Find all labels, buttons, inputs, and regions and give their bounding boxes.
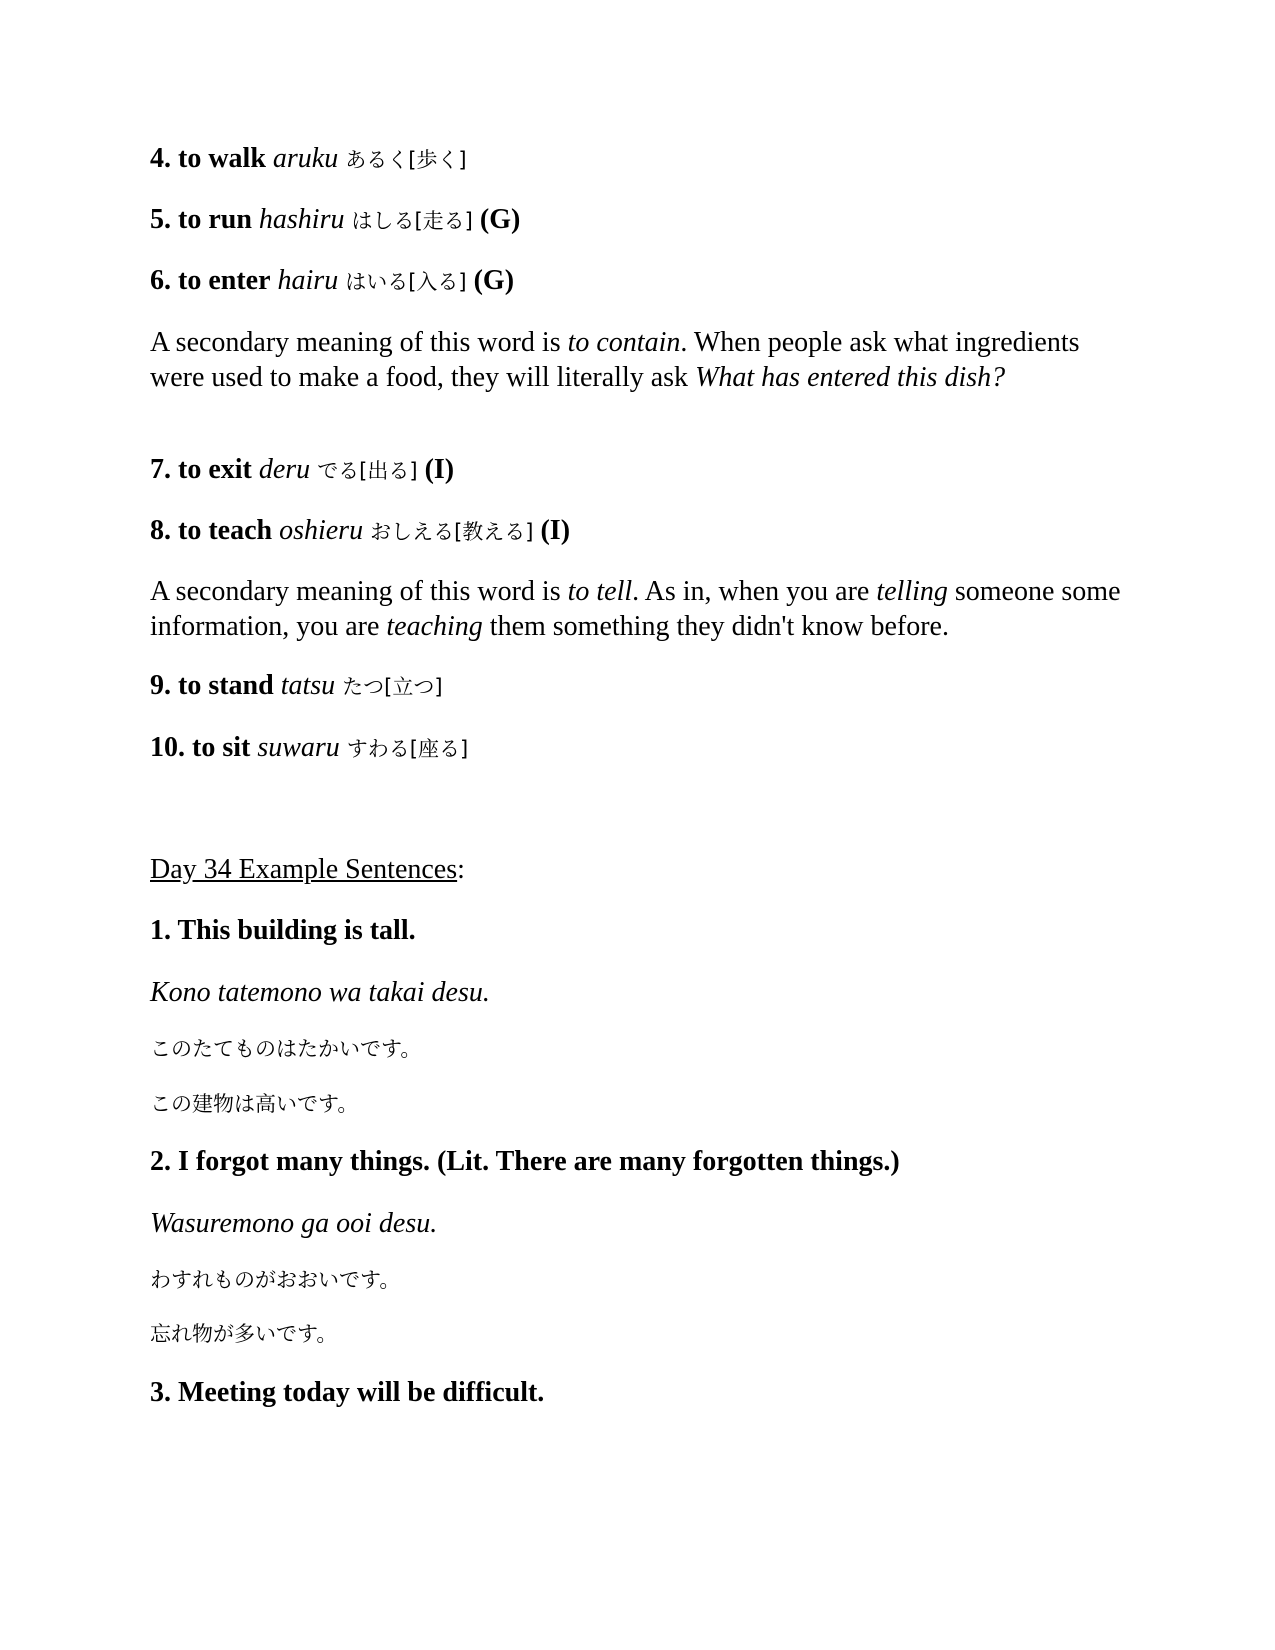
note-italic: to tell [567, 576, 633, 607]
example-romaji-text: Kono tatemono wa takai desu. [150, 977, 490, 1008]
section-heading [150, 853, 465, 887]
example-kanji: この建物は高いです。 [150, 1092, 359, 1116]
vocab-english: to run [178, 204, 252, 235]
vocab-number: 4. [150, 143, 171, 174]
vocab-item [150, 669, 443, 704]
section-heading-colon: : [457, 854, 465, 885]
vocab-number: 9. [150, 670, 171, 701]
vocab-romaji: suwaru [257, 732, 340, 763]
vocab-romaji: tatsu [280, 670, 336, 701]
vocab-kana: たつ[立つ] [342, 675, 443, 699]
vocab-english: to stand [178, 670, 274, 701]
example-english [150, 1145, 900, 1179]
vocab-item [150, 731, 468, 766]
section-heading-text: Day 34 Example Sentences [150, 854, 458, 885]
example-english-text: 2. I forgot many things. (Lit. There are many forgotten things.) [150, 1146, 900, 1177]
example-english-text: 1. This building is tall. [150, 915, 416, 946]
note-italic: teaching [386, 610, 483, 642]
vocab-romaji: aruku [272, 143, 339, 174]
vocab-english: to sit [192, 732, 251, 763]
vocab-number: 5. [150, 204, 171, 235]
note-paragraph [150, 326, 1130, 395]
example-english [150, 1376, 544, 1410]
vocab-number: 6. [150, 265, 171, 296]
vocab-tag: (I) [424, 454, 455, 485]
vocab-kana: あるく[歩く] [345, 148, 467, 172]
example-kana: このたてものはたかいです。 [150, 1037, 422, 1061]
example-kana: わすれものがおおいです。 [150, 1268, 401, 1292]
vocab-tag: (G) [473, 265, 515, 296]
example-kanji: 忘れ物が多いです。 [150, 1322, 338, 1346]
vocab-kana: おしえる[教える] [370, 520, 534, 544]
vocab-item [150, 264, 514, 299]
note-text: . When people ask what ingredients were used to make a food, they will literally ask [150, 327, 1080, 393]
vocab-kana: でる[出る] [317, 459, 418, 483]
vocab-romaji: oshieru [279, 515, 364, 546]
vocab-item [150, 514, 570, 549]
example-romaji-text: Wasuremono ga ooi desu. [150, 1208, 438, 1239]
note-paragraph [150, 575, 1130, 644]
vocab-number: 10. [150, 732, 185, 763]
note-text: A secondary meaning of this word is [150, 576, 568, 607]
vocab-tag: (I) [540, 515, 571, 546]
note-italic: telling [876, 576, 948, 607]
vocab-number: 8. [150, 515, 171, 546]
vocab-romaji: hairu [277, 265, 339, 296]
vocab-tag: (G) [479, 204, 521, 235]
vocab-kana: はしる[走る] [351, 209, 473, 233]
note-text: someone some information, you are [150, 576, 1121, 642]
vocab-english: to teach [178, 515, 273, 546]
note-text: . As in, when you are [632, 576, 877, 607]
vocab-item [150, 453, 454, 488]
vocab-number: 7. [150, 454, 171, 485]
note-italic: to contain [567, 327, 681, 358]
vocab-kana: はいる[入る] [345, 270, 467, 294]
note-italic: What has entered this dish? [695, 361, 1006, 393]
vocab-english: to enter [178, 265, 271, 296]
vocab-item [150, 142, 467, 177]
vocab-romaji: hashiru [258, 204, 345, 235]
vocab-item [150, 203, 520, 238]
note-text: A secondary meaning of this word is [150, 327, 568, 358]
example-romaji [150, 1207, 437, 1241]
example-romaji [150, 976, 490, 1010]
vocab-kana: すわる[座る] [346, 737, 469, 761]
example-english [150, 914, 416, 948]
note-text: them something they didn't know before. [482, 610, 949, 642]
vocab-romaji: deru [258, 454, 311, 485]
example-english-text: 3. Meeting today will be difficult. [150, 1377, 545, 1408]
vocab-english: to walk [178, 143, 266, 174]
vocab-english: to exit [178, 454, 252, 485]
